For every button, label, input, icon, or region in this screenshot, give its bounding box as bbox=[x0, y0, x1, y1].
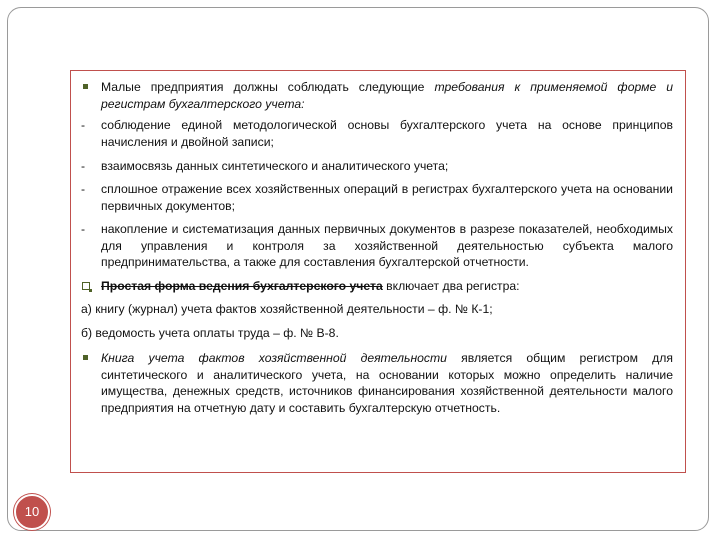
dash-marker: - bbox=[81, 182, 86, 196]
simple-form-paragraph bbox=[81, 278, 673, 295]
simple-form-heading: Простая форма ведения бухгалтерского учета bbox=[101, 279, 383, 293]
requirement-text: накопление и систематизация данных первичных документов в разрезе показателей, необходимых для управления и контроля за хозяйственной деятельностью субъекта малого предпринимательства, а также для составления бухгалтерской отчетности. bbox=[101, 222, 673, 269]
square-bullet-icon bbox=[81, 350, 101, 367]
requirement-item-3 bbox=[81, 181, 673, 214]
dash-marker: - bbox=[81, 159, 86, 173]
page-number-badge: 10 bbox=[14, 494, 50, 530]
dash-marker: - bbox=[81, 118, 86, 132]
content-box bbox=[70, 70, 686, 473]
book-text: является общим регистром для синтетического и аналитического учета, на основании которых можно определить наличие имущества, денежных средств, источников финансирования хозяйственной деятельности малого предприятия на отчетную дату и составить бухгалтерскую отчетность. bbox=[101, 351, 673, 415]
requirement-text: взаимосвязь данных синтетического и аналитического учета; bbox=[101, 159, 449, 173]
requirement-text: сплошное отражение всех хозяйственных операций в регистрах бухгалтерского учета на основании первичных документов; bbox=[101, 182, 673, 213]
intro-italic-text: требования к применяемой форме и регистрам бухгалтерского учета: bbox=[101, 80, 674, 111]
requirement-item-1 bbox=[81, 117, 673, 150]
book-paragraph bbox=[81, 350, 673, 416]
register-a: а) книгу (журнал) учета фактов хозяйственной деятельности – ф. № К-1; bbox=[81, 302, 493, 316]
requirement-text: соблюдение единой методологической основы бухгалтерского учета на основе принципов начисления и двойной записи; bbox=[101, 118, 673, 149]
checkbox-bullet-icon bbox=[81, 278, 101, 295]
dash-marker: - bbox=[81, 222, 86, 236]
register-b: б) ведомость учета оплаты труда – ф. № В-8. bbox=[81, 326, 339, 340]
square-bullet-icon bbox=[81, 79, 101, 96]
simple-form-text: включает два регистра: bbox=[382, 279, 520, 293]
requirement-item-2 bbox=[81, 158, 673, 175]
book-title: Книга учета фактов хозяйственной деятельности bbox=[101, 351, 447, 365]
requirement-item-4 bbox=[81, 221, 673, 271]
intro-text: Малые предприятия должны соблюдать следующие bbox=[101, 80, 435, 94]
intro-paragraph bbox=[81, 79, 673, 112]
